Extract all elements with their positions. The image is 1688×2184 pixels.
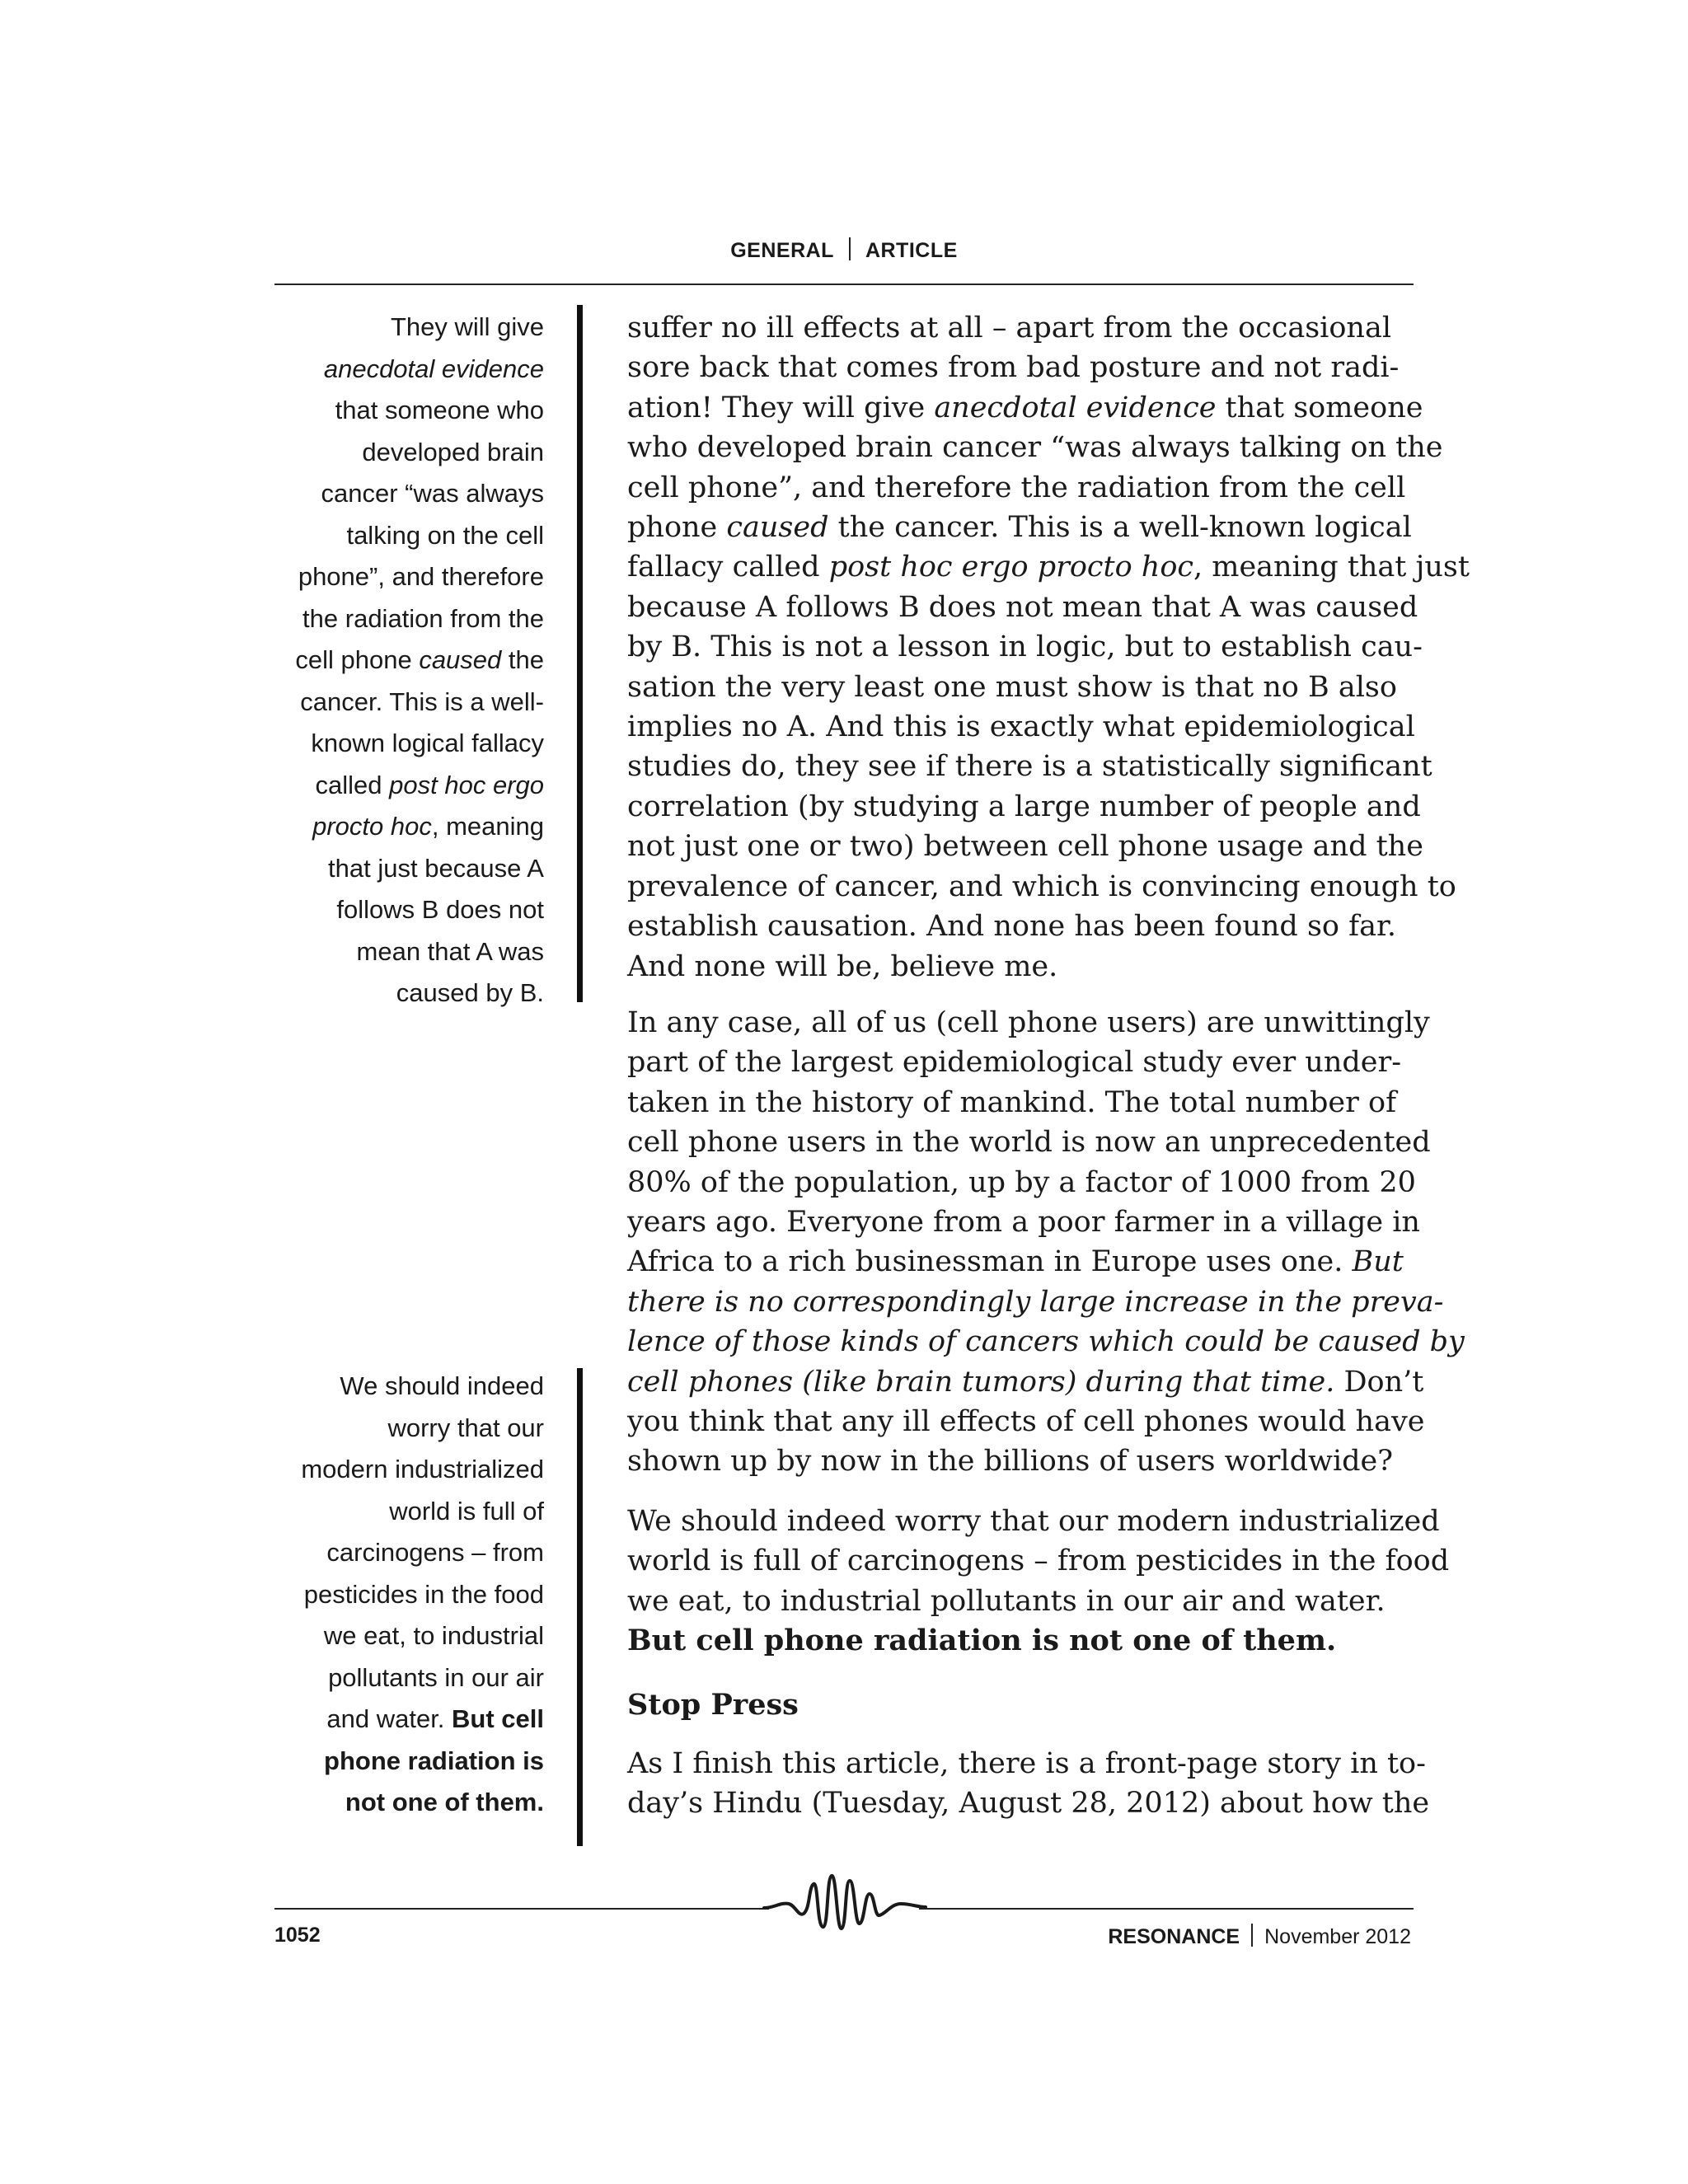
margin-note-1 bbox=[272, 307, 544, 1015]
text-line: known logical fallacy bbox=[311, 729, 544, 757]
text-line: prevalence of cancer, and which is convincing enough to bbox=[627, 869, 1456, 903]
header-separator bbox=[849, 237, 851, 260]
text-line: not one of them. bbox=[345, 1788, 544, 1816]
text-line: 80% of the population, up by a factor of 1000 from 20 bbox=[627, 1165, 1416, 1199]
text-line: We should indeed bbox=[340, 1371, 544, 1400]
text-line: world is full of bbox=[389, 1496, 544, 1526]
margin-note-2 bbox=[272, 1366, 544, 1824]
header-type: ARTICLE bbox=[865, 239, 958, 262]
text-line: And none will be, believe me. bbox=[627, 949, 1058, 983]
page-number: 1052 bbox=[274, 1924, 321, 1947]
paragraph-1 bbox=[627, 308, 1470, 987]
text-line: phone”, and therefore bbox=[298, 562, 544, 591]
text-line: cancer “was always bbox=[321, 479, 544, 508]
text-line: cell phones (like brain tumors) during that time. Don’t bbox=[627, 1365, 1424, 1399]
text-line: lence of those kinds of cancers which could be caused by bbox=[627, 1325, 1465, 1359]
text-line: the radiation from the bbox=[302, 603, 544, 633]
text-line: worry that our bbox=[387, 1413, 544, 1442]
text-line: cell phone”, and therefore the radiation from the cell bbox=[627, 471, 1406, 504]
text-line: because A follows B does not mean that A was caused bbox=[627, 590, 1418, 624]
text-line: implies no A. And this is exactly what epidemiological bbox=[627, 710, 1415, 744]
text-line: phone caused the cancer. This is a well-known logical bbox=[627, 511, 1412, 545]
text-line: mean that A was bbox=[356, 936, 544, 966]
header-section: GENERAL bbox=[730, 239, 834, 262]
margin-note-2-bar bbox=[577, 1368, 583, 1846]
text-line: caused by B. bbox=[396, 978, 544, 1007]
text-line: shown up by now in the billions of users worldwide? bbox=[627, 1445, 1394, 1479]
text-line: modern industrialized bbox=[301, 1455, 544, 1483]
text-line: follows B does not bbox=[336, 895, 544, 924]
text-line: who developed brain cancer “was always talking on the bbox=[627, 431, 1443, 465]
text-line: Africa to a rich businessman in Europe uses one. But bbox=[627, 1245, 1404, 1279]
text-line: cell phone caused the bbox=[295, 645, 544, 674]
running-header bbox=[0, 237, 1688, 263]
journal-footer bbox=[1108, 1924, 1411, 1949]
journal-name: RESONANCE bbox=[1108, 1925, 1240, 1948]
text-line: establish causation. And none has been found so far. bbox=[627, 910, 1396, 944]
text-line: years ago. Everyone from a poor farmer in a village in bbox=[627, 1206, 1420, 1240]
text-line: procto hoc, meaning bbox=[312, 812, 544, 841]
text-line: suffer no ill effects at all – apart from the occasional bbox=[627, 312, 1392, 344]
header-rule bbox=[274, 284, 1414, 285]
text-line: we eat, to industrial bbox=[323, 1621, 544, 1650]
text-line: anecdotal evidence bbox=[323, 354, 544, 383]
text-line: day’s Hindu (Tuesday, August 28, 2012) about how the bbox=[627, 1787, 1430, 1821]
footer-rule-right bbox=[919, 1908, 1414, 1910]
text-line: there is no correspondingly large increase in the preva- bbox=[627, 1285, 1444, 1319]
paragraph-3 bbox=[627, 1502, 1450, 1661]
text-line: developed brain bbox=[362, 437, 544, 466]
footer-separator bbox=[1251, 1924, 1253, 1947]
text-line: called post hoc ergo bbox=[315, 770, 544, 799]
text-line: As I finish this article, there is a front-page story in to- bbox=[627, 1747, 1426, 1780]
text-line: pollutants in our air bbox=[328, 1662, 544, 1692]
text-line: ation! They will give anecdotal evidence that someone bbox=[627, 391, 1423, 424]
text-line: that just because A bbox=[328, 853, 544, 883]
text-line: we eat, to industrial pollutants in our air and water. bbox=[627, 1584, 1386, 1618]
text-line: sore back that comes from bad posture and not radi- bbox=[627, 351, 1400, 385]
text-line: correlation (by studying a large number of people and bbox=[627, 790, 1421, 823]
text-line: They will give bbox=[390, 312, 544, 341]
text-line: carcinogens – from bbox=[326, 1538, 544, 1567]
text-line: by B. This is not a lesson in logic, but to establish cau- bbox=[627, 630, 1423, 664]
text-line: phone radiation is bbox=[324, 1746, 544, 1775]
footer-rule-left bbox=[274, 1908, 769, 1910]
text-line: world is full of carcinogens – from pesticides in the food bbox=[627, 1544, 1450, 1578]
text-line: you think that any ill effects of cell phones would have bbox=[627, 1405, 1425, 1439]
text-line: talking on the cell bbox=[346, 520, 544, 550]
text-line: In any case, all of us (cell phone users) are unwittingly bbox=[627, 1006, 1430, 1039]
text-line: not just one or two) between cell phone usage and the bbox=[627, 830, 1423, 864]
text-line: sation the very least one must show is that no B also bbox=[627, 670, 1397, 704]
text-line: that someone who bbox=[335, 396, 544, 424]
text-line: But cell phone radiation is not one of them. bbox=[627, 1624, 1337, 1658]
issue-date: November 2012 bbox=[1264, 1925, 1411, 1948]
paragraph-4 bbox=[627, 1744, 1430, 1824]
text-line: pesticides in the food bbox=[303, 1579, 544, 1609]
journal-wave-logo-icon bbox=[762, 1869, 927, 1935]
paragraph-2 bbox=[627, 1003, 1465, 1482]
text-line: and water. But cell bbox=[326, 1704, 544, 1733]
text-line: cell phone users in the world is now an unprecedented bbox=[627, 1126, 1431, 1160]
margin-note-1-bar bbox=[577, 305, 583, 1002]
text-line: We should indeed worry that our modern industrialized bbox=[627, 1505, 1440, 1538]
text-line: fallacy called post hoc ergo procto hoc, meaning that just bbox=[627, 551, 1470, 584]
text-line: studies do, they see if there is a statistically significant bbox=[627, 750, 1432, 784]
text-line: cancer. This is a well- bbox=[300, 687, 544, 716]
section-heading: Stop Press bbox=[627, 1688, 799, 1722]
text-line: part of the largest epidemiological study ever under- bbox=[627, 1046, 1402, 1080]
text-line: taken in the history of mankind. The total number of bbox=[627, 1085, 1397, 1119]
